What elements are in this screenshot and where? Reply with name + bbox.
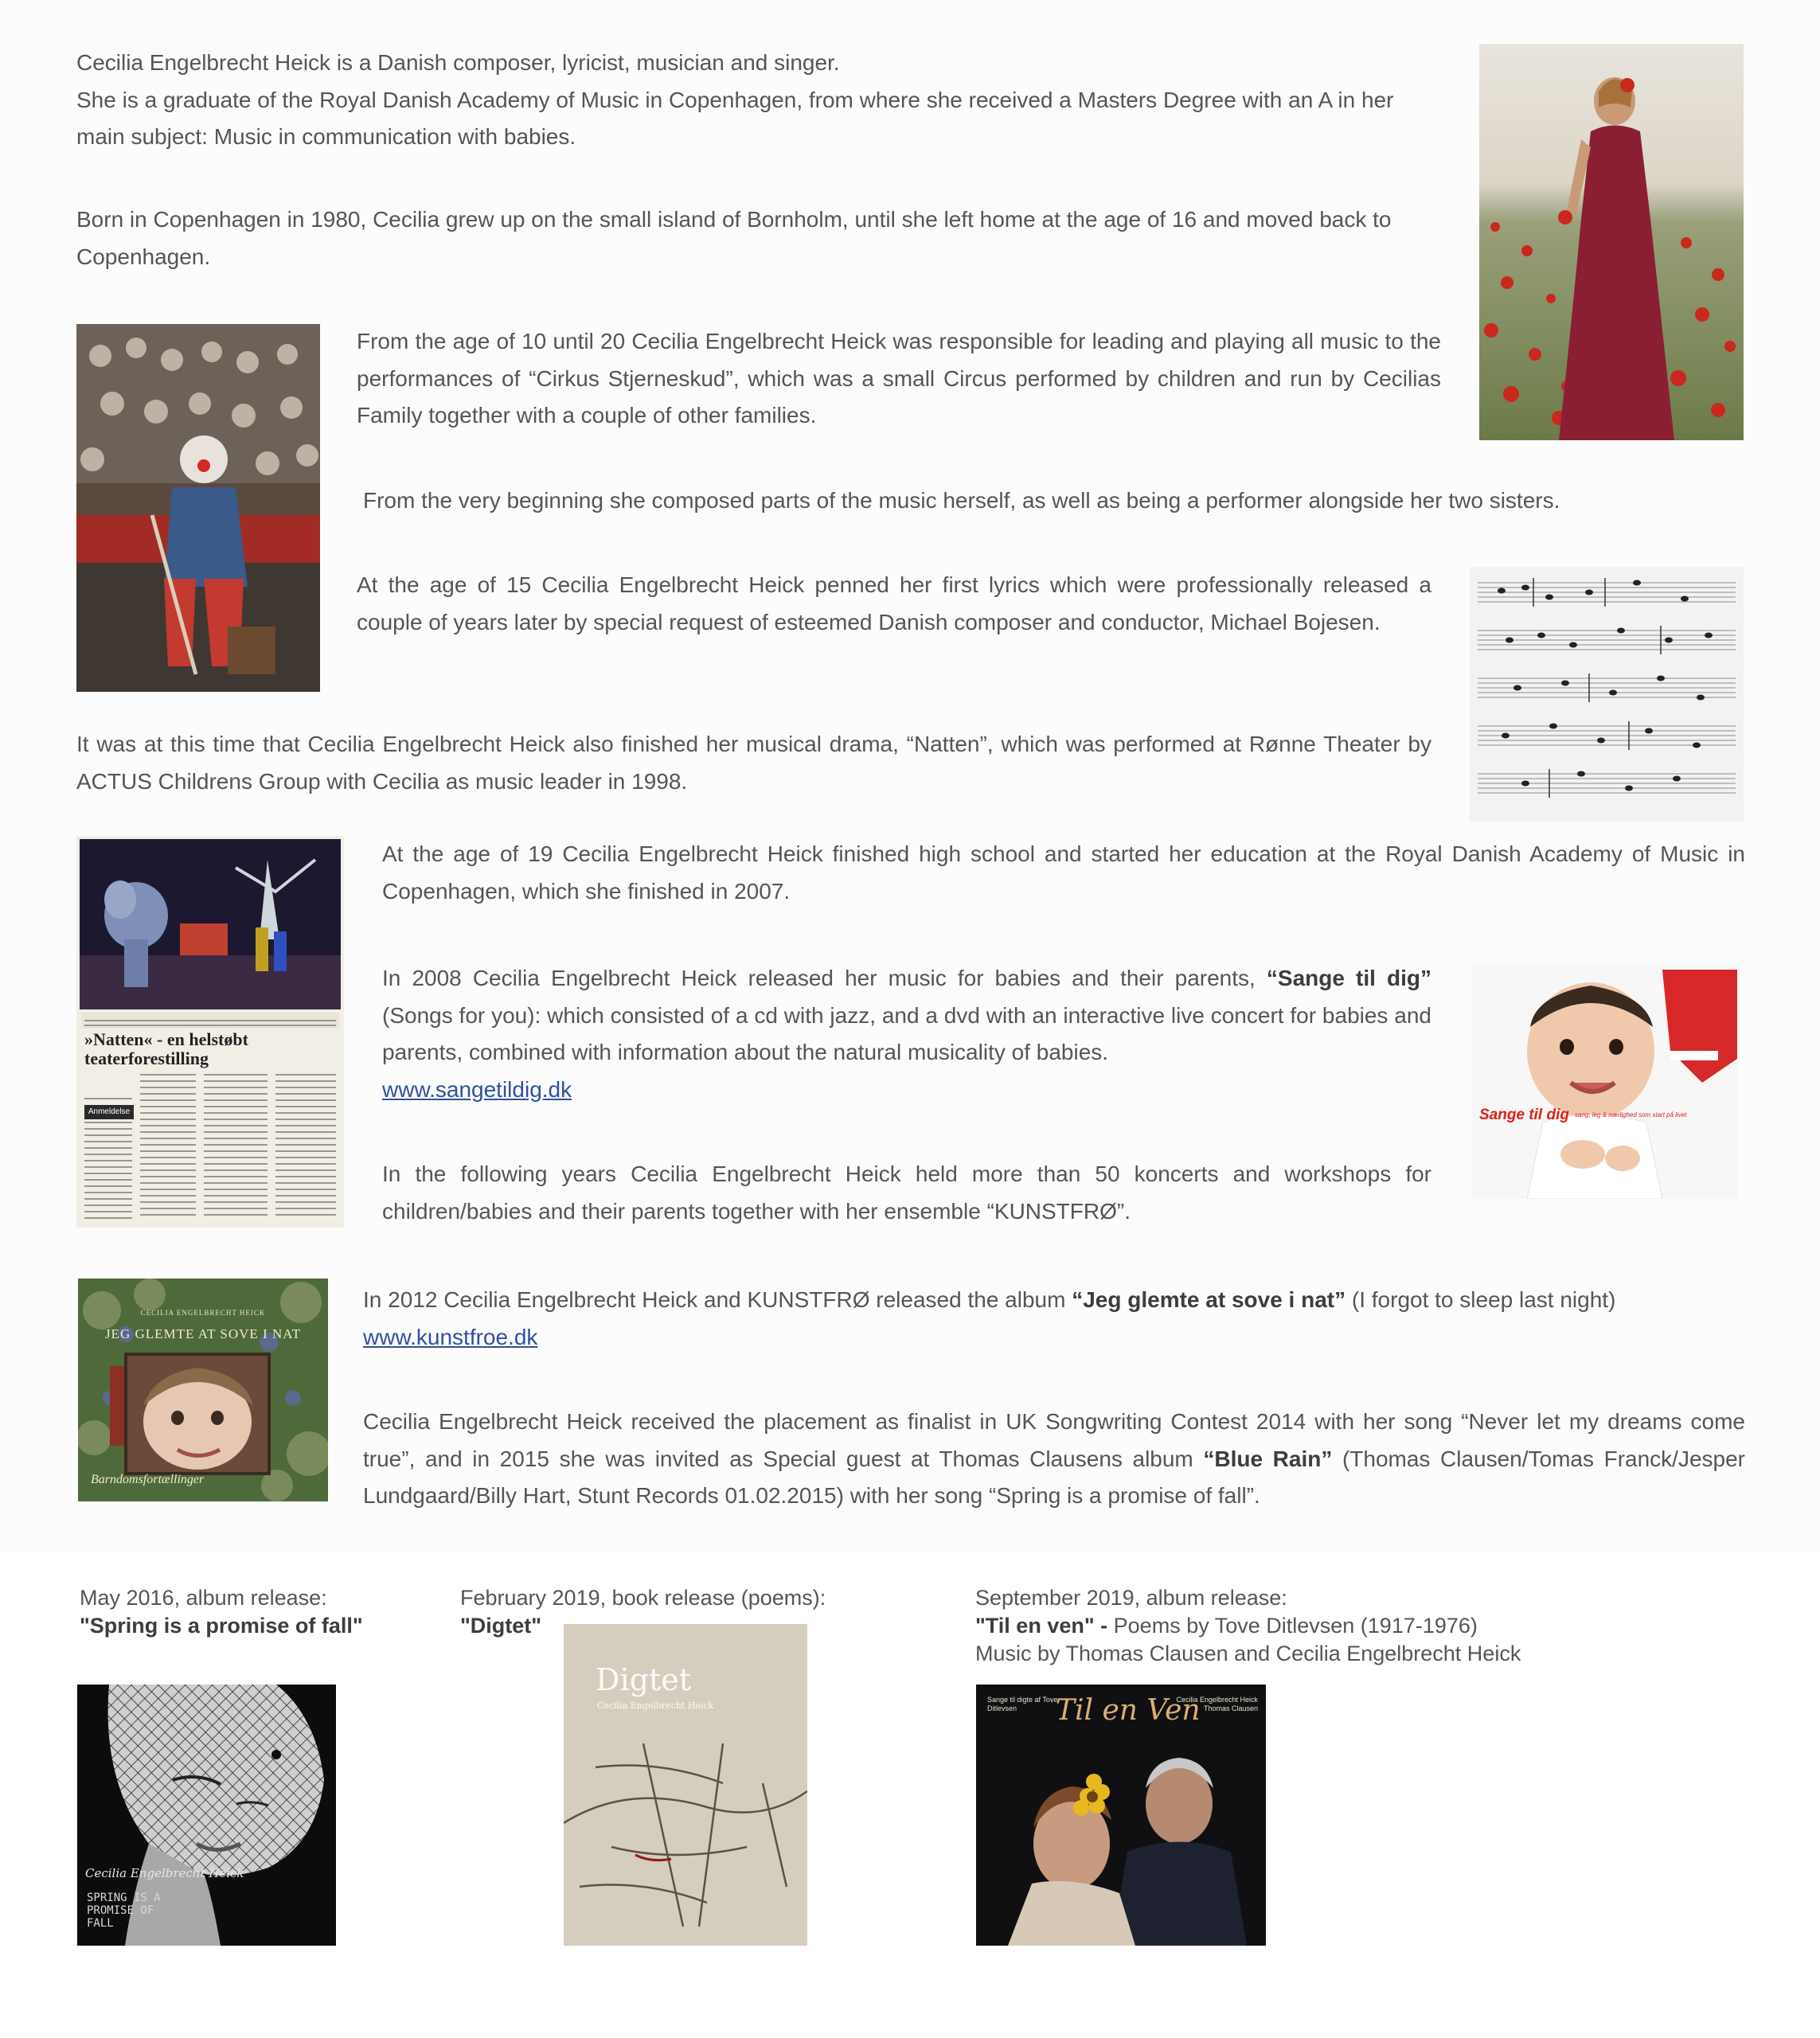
- bio-paragraph-born: Born in Copenhagen in 1980, Cecilia grew up on the small island of Bornholm, until she left home at the age of 16 and moved back to Copenhagen.: [76, 207, 1392, 269]
- album-title-blue-rain: “Blue Rain”: [1203, 1446, 1333, 1471]
- spring-cover: [77, 1685, 336, 1946]
- release-digtet-caption: February 2019, book release (poems): "Digtet": [460, 1586, 826, 1638]
- bio-paragraph-kunstfro: In 2012 Cecilia Engelbrecht Heick and KUNSTFRØ released the album “Jeg glemte at sove i nat” (I forgot to sleep last night) www.kunstfroe.dk: [363, 1287, 1616, 1349]
- tilenven-cover: [976, 1685, 1266, 1946]
- baby-illustration: [1471, 963, 1737, 1199]
- release-spring-caption: May 2016, album release: "Spring is a promise of fall": [80, 1586, 363, 1638]
- bio-paragraph-lyrics: At the age of 15 Cecilia Engelbrecht Heick penned her first lyrics which were professionally released a couple of years later by special request of esteemed Danish composer and conductor, Michael Bojesen.: [357, 572, 1431, 634]
- tilenven-cover-script: Til en Ven: [1056, 1694, 1201, 1727]
- spring-cover-title: SPRING IS A PROMISE OF FALL: [87, 1892, 161, 1930]
- sheet-music-illustration: [1470, 567, 1744, 822]
- bio-paragraph-natten: It was at this time that Cecilia Engelbrecht Heick also finished her musical drama, “Natten”, which was performed at Rønne Theater by ACTUS Childrens Group with Cecilia as music leader in 1998.: [76, 732, 1431, 794]
- release-digtet-title: "Digtet": [460, 1614, 542, 1638]
- bio-paragraph-songwriting: Cecilia Engelbrecht Heick received the placement as finalist in UK Songwriting Contest 2014 with her song “Never let my dreams come true”, and in 2015 she was invited as Special guest at Thomas Clausens album “Blue Rain” (Thomas Clausen/Tomas Franck/Jesper Lundgaard/Billy Hart, Stunt Records 01.02.2015) with her song “Spring is a promise of fall”.: [363, 1409, 1745, 1508]
- kunstfro-cover-bottom: Barndomsfortællinger: [91, 1473, 205, 1486]
- circus-clown-photo: [76, 324, 320, 692]
- digtet-cover-title: Digtet: [596, 1662, 691, 1697]
- bio-paragraph-sange-til-dig: In 2008 Cecilia Engelbrecht Heick released her music for babies and their parents, “Sange til dig” (Songs for you): which consisted of a cd with jazz, and a dvd with an interactive live concert for babies and parents, combined with information about the natural musicality of babies. www.sangetildig.dk: [382, 966, 1431, 1102]
- poppy-field-photo: [1479, 44, 1744, 440]
- baby-cd-title: Sange til dig: [1479, 1107, 1569, 1123]
- newspaper-badge: Anmeldelse: [84, 1105, 134, 1119]
- release-tilenven-caption: September 2019, album release: "Til en ven" - Poems by Tove Ditlevsen (1917-1976) Music by Thomas Clausen and Cecilia Engelbrecht Heick: [975, 1586, 1521, 1665]
- tilenven-cover-left: Sange til digte af Tove Ditlevsen: [987, 1696, 1058, 1712]
- release-tilenven-title: "Til en ven" -: [975, 1614, 1114, 1638]
- newspaper-review-image: [76, 836, 344, 1228]
- circus-illustration: [76, 324, 320, 692]
- album-title-sange-til-dig: “Sange til dig”: [1266, 966, 1431, 990]
- poppy-field-illustration: [1479, 44, 1744, 440]
- album-title-jeg-glemte: “Jeg glemte at sove i nat”: [1072, 1287, 1346, 1312]
- digtet-cover-author: Cecilia Engelbrecht Heick: [597, 1700, 714, 1711]
- bio-paragraph-composed: From the very beginning she composed parts of the music herself, as well as being a performer alongside her two sisters.: [363, 488, 1560, 513]
- newspaper-headline: »Natten« - en helstøbt teaterforestilling: [84, 1029, 248, 1068]
- baby-cd-subtitle: sang, leg & nærlighed som start på livet: [1575, 1111, 1687, 1119]
- release-spring-title: "Spring is a promise of fall": [80, 1614, 363, 1638]
- bio-paragraph-circus: From the age of 10 until 20 Cecilia Engelbrecht Heick was responsible for leading and playing all music to the performances of “Cirkus Stjerneskud”, which was a small Circus performed by children and run by Cecilias Family together with a couple of other families.: [357, 329, 1441, 428]
- kunstfroe-link[interactable]: www.kunstfroe.dk: [363, 1324, 538, 1349]
- sangetildig-link[interactable]: www.sangetildig.dk: [382, 1076, 572, 1102]
- sheet-music-image: [1470, 567, 1744, 822]
- spring-signature: Cecilia Engelbrecht Heick: [85, 1866, 244, 1880]
- bio-paragraph-academy: At the age of 19 Cecilia Engelbrecht Heick finished high school and started her education at the Royal Danish Academy of Music in Copenhagen, which she finished in 2007.: [382, 841, 1745, 904]
- tilenven-cover-right: Cecilia Engelbrecht Heick Thomas Clausen: [1176, 1696, 1258, 1712]
- bio-paragraph-intro: Cecilia Engelbrecht Heick is a Danish composer, lyricist, musician and singer. She is a graduate of the Royal Danish Academy of Music in Copenhagen, from where she received a Masters Degree with an A in her main subject: Music in communication with babies.: [76, 50, 1394, 149]
- jeg-glemte-cover: [78, 1279, 328, 1501]
- digtet-cover: [564, 1624, 807, 1946]
- sange-til-dig-cover: [1471, 963, 1737, 1199]
- bio-paragraph-koncerts: In the following years Cecilia Engelbrecht Heick held more than 50 koncerts and workshops for children/babies and their parents together with her ensemble “KUNSTFRØ”.: [382, 1162, 1431, 1224]
- kunstfro-cover-top: CECILIA ENGELBRECHT HEICK: [140, 1309, 266, 1317]
- kunstfro-cover-title: JEG GLEMTE AT SOVE I NAT: [104, 1326, 302, 1341]
